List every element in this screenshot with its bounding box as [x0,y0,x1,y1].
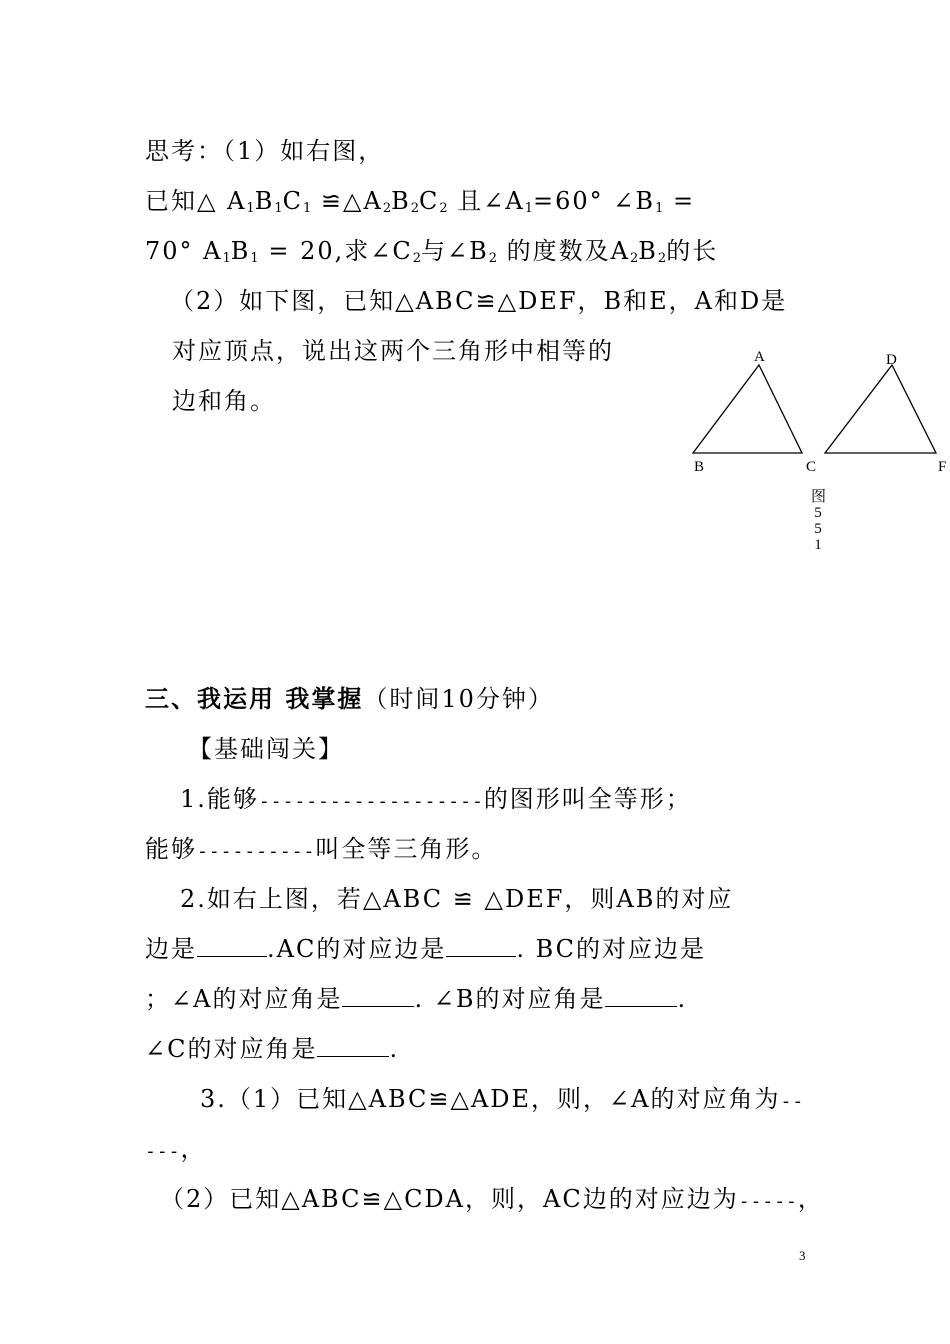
question-2-line-1: （2）如下图，已知△ABC≌△DEF，B和E，A和D是 [170,287,788,315]
label-b: B [694,459,705,475]
triangle-def [825,365,936,453]
label-d: D [886,352,897,368]
problem-1-line-2: 能够----------叫全等三角形。 [145,835,498,863]
page-number: 3 [799,1248,806,1263]
basic-heading: 【基础闯关】 [188,735,344,763]
answer-blank[interactable] [342,984,414,1007]
question-1-line-1: 已知△ $A_1B_1C_1$ $≌\triangle A_2B_2C_2$ 且$\angle A_1=60^\circ$ $\angle B_1$ = [145,187,696,216]
label-f: F [938,459,947,475]
problem-3-line-1: 3.（1）已知△ABC≌△ADE，则，∠A的对应角为-- [200,1085,805,1113]
figure-caption: 图 5 5 1 [811,489,827,553]
question-1-line-2: 70° $A_1B_1 = 20$,求$\angle C_2$与$\angle B_2$ 的度数及$A_2B_2$的长 [145,237,719,266]
triangle-figure [680,355,950,465]
problem-2-line-2: 边是 .AC的对应边是 . BC的对应边是 [145,935,707,963]
section-3-title: 三、我运用 我掌握（时间10分钟） [145,684,554,713]
answer-blank[interactable] [197,934,267,957]
answer-blank[interactable] [317,1034,389,1057]
label-a: A [754,349,765,365]
answer-blank[interactable] [605,984,677,1007]
label-c: C [806,459,817,475]
answer-blank[interactable] [446,934,516,957]
question-2-line-2: 对应顶点，说出这两个三角形中相等的 [172,337,614,365]
problem-1-line-1: 1.能够-------------------的图形叫全等形； [180,785,692,813]
problem-3-line-2: ---， [145,1135,207,1163]
think-heading: 思考：（1）如右图， [145,137,385,165]
problem-2-line-1: 2.如右上图，若△ABC ≌ △DEF，则AB的对应 [180,885,734,913]
problem-2-line-4: ∠C的对应角是 . [145,1035,400,1063]
problem-2-line-3: ；∠A的对应角是 . ∠B的对应角是 . [145,985,688,1013]
question-2-line-3: 边和角。 [172,387,276,415]
problem-3-line-3: （2）已知△ABC≌△CDA，则，AC边的对应边为-----， [160,1185,824,1213]
triangle-abc [693,365,802,453]
